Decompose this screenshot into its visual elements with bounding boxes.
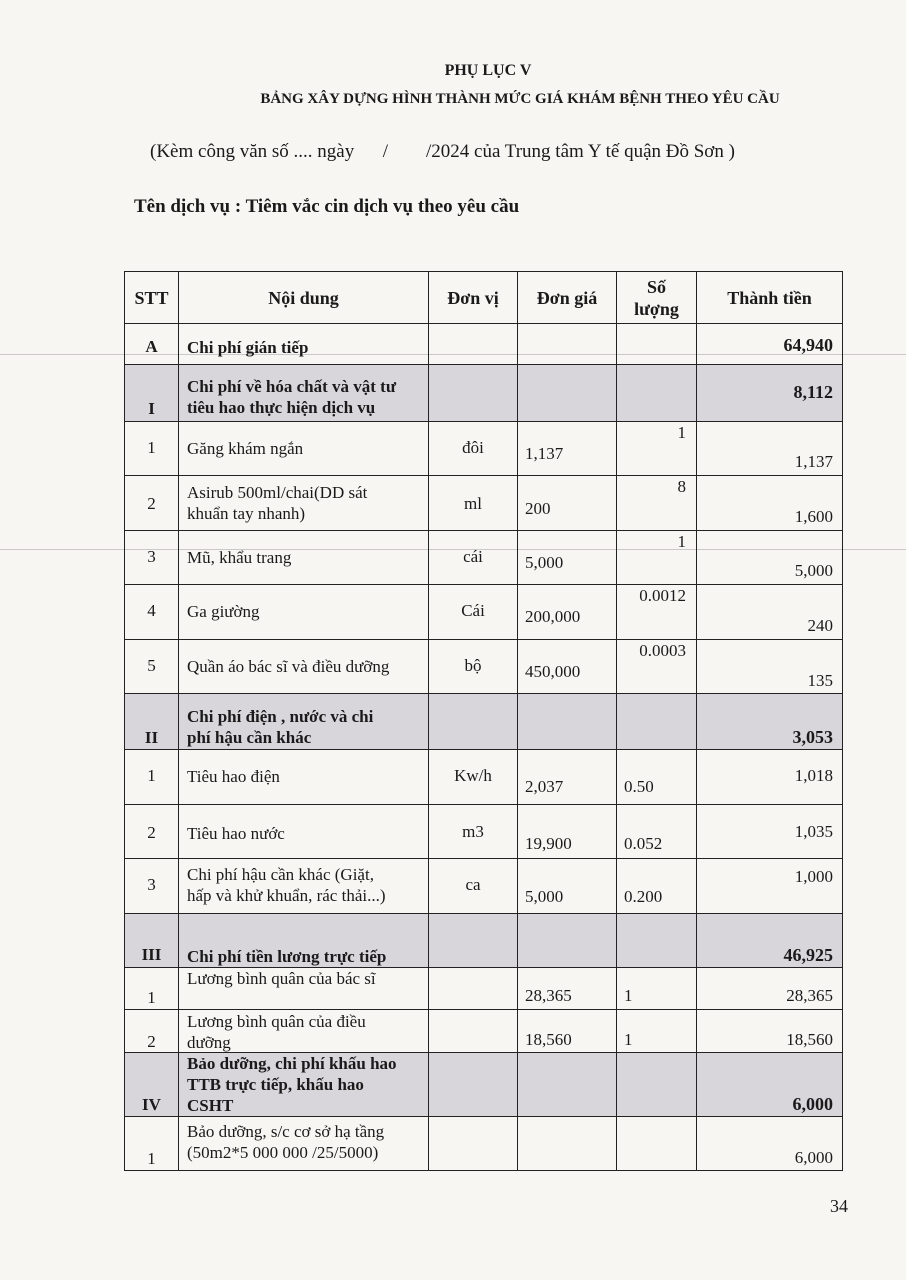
row-content: Mũ, khẩu trang — [187, 548, 292, 567]
row-unit: m3 — [462, 822, 484, 841]
row-unit: cái — [463, 547, 483, 566]
row-content: Lương bình quân của điều — [187, 1012, 366, 1031]
row-content: Bảo dưỡng, chi phí khấu hao — [187, 1054, 397, 1073]
table-row — [125, 968, 843, 1010]
row-content: hấp và khử khuẩn, rác thải...) — [187, 886, 386, 905]
row-qty: 1 — [624, 1030, 633, 1049]
row-unit: đôi — [462, 438, 484, 457]
table-row — [125, 1117, 843, 1171]
row-stt: IV — [142, 1095, 161, 1114]
row-qty: 0.0012 — [639, 586, 686, 605]
table-row — [125, 859, 843, 914]
table-row — [125, 1010, 843, 1053]
row-content: Bảo dưỡng, s/c cơ sở hạ tầng — [187, 1122, 385, 1141]
row-stt: 2 — [147, 1032, 156, 1051]
row-unit: ca — [465, 875, 481, 894]
service-name: Tên dịch vụ : Tiêm vắc cin dịch vụ theo yêu cầu — [134, 196, 520, 217]
row-content: Chi phí điện , nước và chi — [187, 707, 374, 726]
row-price: 19,900 — [525, 834, 572, 853]
row-qty: 0.50 — [624, 777, 654, 796]
row-content: Ga giường — [187, 602, 260, 621]
row-qty: 0.0003 — [639, 641, 686, 660]
row-total: 1,018 — [794, 766, 833, 785]
row-stt: II — [144, 728, 159, 747]
row-content: Asirub 500ml/chai(DD sát — [187, 483, 368, 502]
row-qty: 1 — [624, 986, 633, 1005]
row-content: Chi phí hậu cần khác (Giặt, — [187, 865, 374, 884]
row-total: 6,000 — [794, 1148, 833, 1167]
row-total: 3,053 — [792, 727, 833, 747]
row-content: Chi phí gián tiếp — [187, 338, 309, 357]
row-content: CSHT — [187, 1096, 234, 1115]
row-total: 1,000 — [794, 867, 833, 886]
column-header: Số lượng — [617, 272, 697, 324]
group-row — [125, 914, 843, 968]
row-unit: Cái — [461, 601, 485, 620]
row-stt: 2 — [147, 823, 156, 842]
row-content: TTB trực tiếp, khấu hao — [187, 1075, 364, 1094]
row-content: (50m2*5 000 000 /25/5000) — [187, 1143, 379, 1162]
row-unit: Kw/h — [454, 766, 492, 785]
table-row — [125, 422, 843, 476]
row-price: 1,137 — [525, 444, 564, 463]
row-qty: 8 — [677, 477, 686, 496]
row-content: Chi phí về hóa chất và vật tư — [187, 377, 397, 396]
column-header: Nội dung — [179, 272, 429, 324]
price-table — [124, 271, 843, 1171]
row-content: dưỡng — [187, 1033, 231, 1052]
row-total: 1,137 — [794, 452, 833, 471]
row-content: Tiêu hao nước — [187, 824, 285, 843]
row-qty: 0.200 — [624, 887, 663, 906]
row-qty: 0.052 — [624, 834, 663, 853]
appendix-label: PHỤ LỤC V — [444, 62, 532, 79]
row-content: tiêu hao thực hiện dịch vụ — [187, 398, 376, 417]
row-qty: 1 — [677, 423, 686, 442]
page-number: 34 — [830, 1196, 848, 1216]
row-stt: 2 — [147, 494, 156, 513]
row-stt: A — [145, 337, 158, 356]
row-content: Chi phí tiền lương trực tiếp — [187, 947, 387, 966]
column-header: Thành tiền — [697, 272, 843, 324]
row-content: Lương bình quân của bác sĩ — [187, 969, 376, 988]
column-header: Đơn giá — [518, 272, 617, 324]
row-stt: 4 — [147, 601, 156, 620]
row-total: 240 — [807, 616, 833, 635]
row-total: 28,365 — [786, 986, 833, 1005]
table-row — [125, 476, 843, 531]
document-title: BẢNG XÂY DỰNG HÌNH THÀNH MỨC GIÁ KHÁM BỆNH THEO YÊU CẦU — [260, 91, 780, 107]
row-stt: I — [148, 399, 155, 418]
group-row — [125, 1053, 843, 1117]
row-unit: bộ — [464, 656, 482, 675]
table-header-row — [125, 272, 843, 324]
row-stt: 3 — [147, 875, 156, 894]
row-total: 46,925 — [783, 945, 833, 965]
row-content: phí hậu cần khác — [187, 728, 312, 747]
row-stt: 1 — [147, 766, 156, 785]
row-total: 6,000 — [792, 1094, 833, 1114]
row-price: 450,000 — [525, 662, 581, 681]
table-row — [125, 805, 843, 859]
group-row — [125, 365, 843, 422]
row-total: 1,035 — [794, 822, 833, 841]
row-total: 18,560 — [786, 1030, 833, 1049]
row-price: 28,365 — [525, 986, 572, 1005]
section-row — [125, 324, 843, 365]
row-stt: 5 — [147, 656, 156, 675]
row-content: khuẩn tay nhanh) — [187, 504, 306, 523]
row-unit: ml — [464, 494, 482, 513]
row-content: Quần áo bác sĩ và điều dưỡng — [187, 657, 390, 676]
row-price: 200,000 — [525, 607, 581, 626]
row-stt: 3 — [147, 547, 156, 566]
group-row — [125, 694, 843, 750]
row-total: 64,940 — [783, 335, 833, 355]
table-row — [125, 585, 843, 640]
row-total: 5,000 — [794, 561, 833, 580]
table-row — [125, 531, 843, 585]
row-price: 5,000 — [525, 887, 564, 906]
row-price: 5,000 — [525, 553, 564, 572]
row-content: Tiêu hao điện — [187, 767, 280, 786]
row-total: 135 — [807, 671, 833, 690]
column-header: STT — [125, 272, 179, 324]
row-price: 18,560 — [525, 1030, 572, 1049]
column-header: Đơn vị — [429, 272, 518, 324]
row-stt: 1 — [147, 1149, 156, 1168]
row-total: 1,600 — [794, 507, 833, 526]
row-stt: 1 — [147, 438, 156, 457]
row-stt: 1 — [147, 988, 156, 1007]
row-stt: III — [141, 945, 162, 964]
row-price: 2,037 — [525, 777, 564, 796]
row-content: Găng khám ngắn — [187, 439, 304, 458]
document-subtitle: (Kèm công văn số .... ngày / /2024 của Trung tâm Y tế quận Đồ Sơn ) — [150, 141, 735, 162]
row-qty: 1 — [677, 532, 686, 551]
table-row — [125, 640, 843, 694]
table-row — [125, 750, 843, 805]
row-total: 8,112 — [793, 382, 833, 402]
row-price: 200 — [525, 499, 551, 518]
